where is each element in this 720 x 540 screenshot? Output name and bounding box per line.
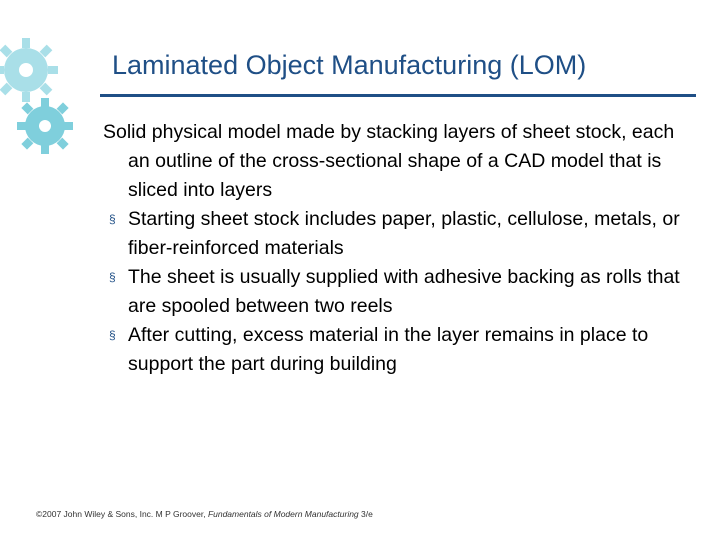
gear-decoration	[0, 28, 90, 168]
slide-title: Laminated Object Manufacturing (LOM)	[112, 50, 587, 80]
bullet-text: After cutting, excess material in the layer remains in place to support the part during building	[128, 324, 649, 375]
lead-paragraph: Solid physical model made by stacking layers of sheet stock, each an outline of the cross-sectional shape of a CAD model that is sliced into layers	[103, 121, 675, 201]
list-item	[103, 321, 693, 379]
title-underline	[100, 94, 696, 97]
bullet-icon: §	[109, 328, 116, 342]
gear-icon-small	[17, 98, 73, 154]
gear-icon-large	[0, 38, 58, 102]
copyright-footer	[36, 509, 373, 519]
slide-body	[103, 118, 693, 379]
footer-edition: 3/e	[358, 509, 373, 519]
bullet-icon: §	[109, 212, 116, 226]
list-item	[103, 205, 693, 263]
bullet-list	[103, 205, 693, 379]
bullet-icon: §	[109, 270, 116, 284]
footer-book-title: Fundamentals of Modern Manufacturing	[207, 509, 359, 519]
bullet-text: The sheet is usually supplied with adhesive backing as rolls that are spooled between two reels	[128, 266, 680, 317]
bullet-text: Starting sheet stock includes paper, plastic, cellulose, metals, or fiber-reinforced materials	[128, 208, 680, 259]
footer-copyright: ©2007 John Wiley & Sons, Inc. M P Groover,	[36, 509, 208, 519]
list-item	[103, 263, 693, 321]
